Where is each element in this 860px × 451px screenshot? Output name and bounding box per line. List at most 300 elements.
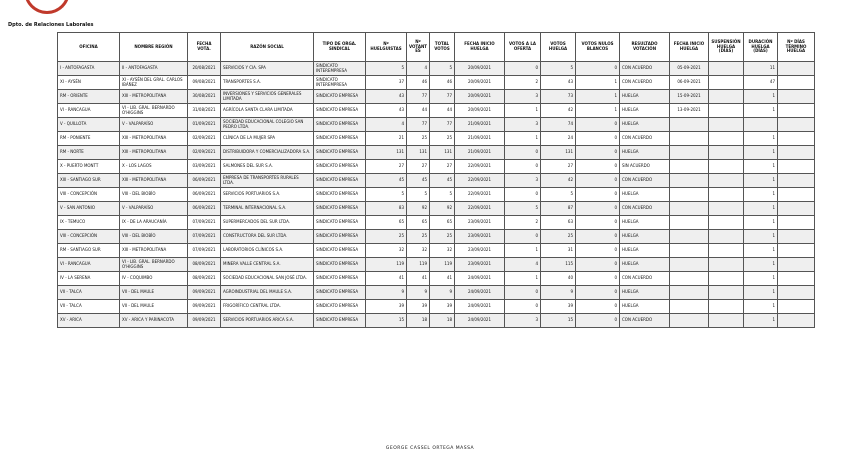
table-cell: XV - ARICA xyxy=(58,314,120,328)
table-cell: 21 xyxy=(366,132,407,146)
table-cell xyxy=(778,160,815,174)
table-cell: 0 xyxy=(576,202,620,216)
department-title: Dpto. de Relaciones Laborales xyxy=(8,22,94,28)
table-cell: SINDICATO EMPRESA xyxy=(314,230,366,244)
table-cell: 65 xyxy=(366,216,407,230)
table-row xyxy=(58,272,815,286)
table-cell: 44 xyxy=(430,104,455,118)
table-cell: SINDICATO EMPRESA xyxy=(314,258,366,272)
table-cell: I - ANTOFAGASTA xyxy=(58,62,120,76)
table-cell: 03/09/2021 xyxy=(188,160,221,174)
table-cell: 0 xyxy=(576,272,620,286)
table-cell: 65 xyxy=(407,216,430,230)
table-cell: VIII - DEL BIOBÍO xyxy=(120,188,188,202)
table-cell: 2 xyxy=(505,216,541,230)
table-row xyxy=(58,90,815,104)
table-cell: 131 xyxy=(407,146,430,160)
table-cell: 39 xyxy=(407,300,430,314)
table-cell: CON ACUERDO xyxy=(620,76,670,90)
table-cell: 0 xyxy=(576,230,620,244)
table-cell: SINDICATO EMPRESA xyxy=(314,90,366,104)
table-cell: CON ACUERDO xyxy=(620,132,670,146)
table-cell xyxy=(778,202,815,216)
table-cell: 2 xyxy=(505,76,541,90)
table-cell: 1 xyxy=(505,272,541,286)
table-cell: 5 xyxy=(407,188,430,202)
table-cell xyxy=(709,314,744,328)
table-cell: 9 xyxy=(407,286,430,300)
table-cell: SINDICATO EMPRESA xyxy=(314,314,366,328)
table-cell: 45 xyxy=(407,174,430,188)
table-cell: SINDICATO EMPRESA xyxy=(314,272,366,286)
table-cell: 37 xyxy=(366,76,407,90)
table-row xyxy=(58,258,815,272)
table-cell: CON ACUERDO xyxy=(620,272,670,286)
table-cell: V - VALPARAÍSO xyxy=(120,202,188,216)
table-cell: 0 xyxy=(576,244,620,258)
table-cell: SINDICATO EMPRESA xyxy=(314,104,366,118)
table-cell: 4 xyxy=(366,118,407,132)
table-cell xyxy=(778,216,815,230)
table-cell: SINDICATO EMPRESA xyxy=(314,118,366,132)
table-cell: 15-09-2021 xyxy=(670,90,709,104)
table-cell xyxy=(709,132,744,146)
column-header: OFICINA xyxy=(58,33,120,62)
table-cell xyxy=(778,132,815,146)
table-cell: 06/09/2021 xyxy=(188,202,221,216)
table-cell: 13-09-2021 xyxy=(670,104,709,118)
table-cell: 21/09/2021 xyxy=(455,132,505,146)
table-cell: 0 xyxy=(505,160,541,174)
table-cell xyxy=(778,230,815,244)
table-cell: SINDICATO EMPRESA xyxy=(314,132,366,146)
table-cell: 20/09/2021 xyxy=(455,104,505,118)
table-cell: AGROINDUSTRIAL DEL MAULE S.A. xyxy=(221,286,314,300)
table-cell: 77 xyxy=(407,90,430,104)
table-cell: XIII - METROPOLITANA xyxy=(120,244,188,258)
table-cell xyxy=(670,244,709,258)
table-cell: 24/09/2021 xyxy=(455,314,505,328)
table-cell: SINDICATO INTEREMPRESA xyxy=(314,62,366,76)
table-row xyxy=(58,62,815,76)
table-cell xyxy=(778,104,815,118)
table-cell: 3 xyxy=(505,118,541,132)
table-cell: 92 xyxy=(407,202,430,216)
table-cell: 119 xyxy=(366,258,407,272)
table-cell: 65 xyxy=(430,216,455,230)
table-cell: 24/09/2021 xyxy=(455,286,505,300)
table-cell: HUELGA xyxy=(620,104,670,118)
table-cell: VIII - CONCEPCIÓN xyxy=(58,188,120,202)
table-cell: 5 xyxy=(541,62,576,76)
table-cell: V - VALPARAÍSO xyxy=(120,118,188,132)
table-cell: 5 xyxy=(541,188,576,202)
table-row xyxy=(58,132,815,146)
table-cell: 06/09/2021 xyxy=(188,188,221,202)
table-cell: 1 xyxy=(744,174,778,188)
table-cell: 1 xyxy=(744,104,778,118)
table-cell: 09/08/2021 xyxy=(188,76,221,90)
table-cell xyxy=(670,188,709,202)
table-cell xyxy=(709,62,744,76)
table-cell: 23/09/2021 xyxy=(455,258,505,272)
table-cell: XIII - METROPOLITANA xyxy=(120,146,188,160)
table-cell: 4 xyxy=(407,62,430,76)
table-cell: 0 xyxy=(576,174,620,188)
table-cell: 77 xyxy=(430,90,455,104)
table-row xyxy=(58,160,815,174)
table-cell: 5 xyxy=(430,188,455,202)
table-cell xyxy=(709,174,744,188)
table-cell: 30/08/2021 xyxy=(188,90,221,104)
table-cell: RM - ORIENTE xyxy=(58,90,120,104)
column-header: SUSPENSIÓN HUELGA (DÍAS) xyxy=(709,33,744,62)
table-cell xyxy=(670,174,709,188)
table-cell: 3 xyxy=(505,314,541,328)
table-cell xyxy=(744,118,778,132)
table-cell: 22/09/2021 xyxy=(455,174,505,188)
table-cell: 5 xyxy=(366,188,407,202)
table-cell: SINDICATO EMPRESA xyxy=(314,286,366,300)
table-cell: V - SAN ANTONIO xyxy=(58,202,120,216)
table-cell: SINDICATO EMPRESA xyxy=(314,146,366,160)
table-cell: 1 xyxy=(744,300,778,314)
table-row xyxy=(58,230,815,244)
table-cell: 73 xyxy=(541,90,576,104)
table-cell: 23/09/2021 xyxy=(455,216,505,230)
table-cell: 27 xyxy=(366,160,407,174)
table-cell: 20/09/2021 xyxy=(455,76,505,90)
table-cell: 09/09/2021 xyxy=(188,314,221,328)
table-cell xyxy=(670,272,709,286)
table-cell xyxy=(670,314,709,328)
table-cell: 45 xyxy=(430,174,455,188)
table-cell: II - ANTOFAGASTA xyxy=(120,62,188,76)
column-header: FECHA VOTA. xyxy=(188,33,221,62)
table-cell: 42 xyxy=(541,174,576,188)
table-cell: 0 xyxy=(576,118,620,132)
table-cell: IX - TEMUCO xyxy=(58,216,120,230)
table-cell: XI - AYSÉN xyxy=(58,76,120,90)
table-cell xyxy=(709,118,744,132)
table-cell: 08/09/2021 xyxy=(188,272,221,286)
table-cell: 25 xyxy=(430,230,455,244)
table-cell: RM - NORTE xyxy=(58,146,120,160)
table-cell: IX - DE LA ARAUCANÍA xyxy=(120,216,188,230)
table-cell: 20/08/2021 xyxy=(188,62,221,76)
table-cell: 0 xyxy=(505,230,541,244)
table-cell: 1 xyxy=(576,76,620,90)
table-cell: 0 xyxy=(505,286,541,300)
table-row xyxy=(58,188,815,202)
table-cell: 83 xyxy=(366,202,407,216)
table-cell: 43 xyxy=(541,76,576,90)
table-row xyxy=(58,146,815,160)
table-cell xyxy=(778,258,815,272)
table-cell: CON ACUERDO xyxy=(620,62,670,76)
table-cell: CON ACUERDO xyxy=(620,174,670,188)
table-cell: VII - TALCA xyxy=(58,300,120,314)
table-cell xyxy=(709,216,744,230)
table-cell: 1 xyxy=(744,202,778,216)
table-cell: 25 xyxy=(407,230,430,244)
table-cell xyxy=(709,244,744,258)
table-cell: 02/09/2021 xyxy=(188,146,221,160)
table-cell: 41 xyxy=(430,272,455,286)
column-header: DURACIÓN HUELGA (DÍAS) xyxy=(744,33,778,62)
table-row xyxy=(58,76,815,90)
table-cell: AGRÍCOLA SANTA CLARA LIMITADA xyxy=(221,104,314,118)
table-cell: 74 xyxy=(541,118,576,132)
table-cell xyxy=(778,62,815,76)
column-header: VOTOS HUELGA xyxy=(541,33,576,62)
column-header: Nº HUELGUISTAS xyxy=(366,33,407,62)
table-cell xyxy=(670,132,709,146)
table-cell: 46 xyxy=(430,76,455,90)
table-row xyxy=(58,244,815,258)
table-cell: 0 xyxy=(576,314,620,328)
table-cell: 63 xyxy=(541,216,576,230)
table-cell: 23/09/2021 xyxy=(455,244,505,258)
table-cell: HUELGA xyxy=(620,118,670,132)
institution-logo xyxy=(22,0,72,16)
table-cell xyxy=(670,146,709,160)
table-cell: SERVICIOS PORTUARIOS S.A. xyxy=(221,188,314,202)
table-cell: 1 xyxy=(744,244,778,258)
column-header: TIPO DE ORGA. SINDICAL xyxy=(314,33,366,62)
table-cell: 20/09/2021 xyxy=(455,90,505,104)
table-cell: 87 xyxy=(541,202,576,216)
table-cell: HUELGA xyxy=(620,90,670,104)
footer-signature: GEORGE CASSEL ORTEGA MASSA xyxy=(385,446,475,451)
table-cell xyxy=(670,258,709,272)
table-cell: XIII - METROPOLITANA xyxy=(120,132,188,146)
column-header: RESULTADO VOTACIÓN xyxy=(620,33,670,62)
table-cell xyxy=(778,314,815,328)
table-cell: 119 xyxy=(430,258,455,272)
table-row xyxy=(58,174,815,188)
table-cell: 18 xyxy=(407,314,430,328)
table-cell: 07/09/2021 xyxy=(188,244,221,258)
table-cell: 42 xyxy=(541,104,576,118)
table-cell xyxy=(670,202,709,216)
table-cell: DISTRIBUIDORA Y COMERCIALIZADORA S.A. xyxy=(221,146,314,160)
column-header: VOTOS NULOS BLANCOS xyxy=(576,33,620,62)
table-cell: SINDICATO EMPRESA xyxy=(314,300,366,314)
table-cell: SERVICIOS Y CIA. SPA xyxy=(221,62,314,76)
table-cell: 1 xyxy=(744,160,778,174)
table-cell: EMPRESA DE TRANSPORTES RURALES LTDA. xyxy=(221,174,314,188)
table-cell: 1 xyxy=(505,132,541,146)
table-cell: 3 xyxy=(505,90,541,104)
table-cell: 1 xyxy=(744,314,778,328)
table-cell: 24 xyxy=(541,132,576,146)
table-cell: 27 xyxy=(407,160,430,174)
table-cell: VIII - CONCEPCIÓN xyxy=(58,230,120,244)
table-cell xyxy=(709,104,744,118)
table-cell: 06/09/2021 xyxy=(188,174,221,188)
table-cell: HUELGA xyxy=(620,286,670,300)
table-cell: 40 xyxy=(541,272,576,286)
table-cell: 05-09-2021 xyxy=(670,62,709,76)
table-cell xyxy=(670,216,709,230)
table-cell: 1 xyxy=(505,244,541,258)
table-cell: 18 xyxy=(430,314,455,328)
table-cell: SOCIEDAD EDUCACIONAL COLEGIO SAN PEDRO LTDA. xyxy=(221,118,314,132)
table-cell: 1 xyxy=(744,146,778,160)
column-header: TOTAL VOTOS xyxy=(430,33,455,62)
table-cell: 39 xyxy=(430,300,455,314)
table-cell: VI - LIB. GRAL. BERNARDO O'HIGGINS xyxy=(120,104,188,118)
table-cell: 41 xyxy=(407,272,430,286)
table-cell: SINDICATO EMPRESA xyxy=(314,216,366,230)
table-cell: 131 xyxy=(541,146,576,160)
table-cell: VI - RANCAGUA xyxy=(58,258,120,272)
table-cell: CONSTRUCTORA DEL SUR LTDA. xyxy=(221,230,314,244)
table-cell: V - QUILLOTA xyxy=(58,118,120,132)
table-cell: 25 xyxy=(430,132,455,146)
table-cell: 1 xyxy=(744,230,778,244)
table-cell xyxy=(670,230,709,244)
table-cell: XIII - METROPOLITANA xyxy=(120,174,188,188)
table-cell xyxy=(670,300,709,314)
table-cell: 5 xyxy=(505,202,541,216)
table-cell xyxy=(778,118,815,132)
table-cell: 1 xyxy=(505,104,541,118)
table-cell: HUELGA xyxy=(620,230,670,244)
table-cell: X - LOS LAGOS xyxy=(120,160,188,174)
table-cell: MINERA VALLE CENTRAL S.A. xyxy=(221,258,314,272)
table-cell: 44 xyxy=(407,104,430,118)
table-cell: 06-09-2021 xyxy=(670,76,709,90)
table-row xyxy=(58,118,815,132)
table-cell: 46 xyxy=(407,76,430,90)
table-cell: 25 xyxy=(541,230,576,244)
table-cell: 1 xyxy=(744,90,778,104)
table-cell: 131 xyxy=(430,146,455,160)
table-cell: 0 xyxy=(576,286,620,300)
table-cell xyxy=(709,286,744,300)
table-cell: 9 xyxy=(541,286,576,300)
table-cell: 1 xyxy=(576,90,620,104)
table-row xyxy=(58,314,815,328)
table-cell: HUELGA xyxy=(620,188,670,202)
table-cell: 31 xyxy=(541,244,576,258)
table-cell xyxy=(778,174,815,188)
table-cell: TERMINAL INTERNACIONAL S.A. xyxy=(221,202,314,216)
table-cell: SINDICATO EMPRESA xyxy=(314,202,366,216)
table-cell xyxy=(709,146,744,160)
table-cell: VII - TALCA xyxy=(58,286,120,300)
table-cell: 15 xyxy=(541,314,576,328)
table-cell: 02/09/2021 xyxy=(188,132,221,146)
table-cell xyxy=(670,286,709,300)
table-cell: 0 xyxy=(576,258,620,272)
table-cell: 20/09/2021 xyxy=(455,62,505,76)
table-cell: 25 xyxy=(407,132,430,146)
table-cell: 23/09/2021 xyxy=(455,230,505,244)
table-cell: 27 xyxy=(430,160,455,174)
table-cell: SINDICATO EMPRESA xyxy=(314,244,366,258)
table-cell: 22/09/2021 xyxy=(455,202,505,216)
table-cell: 32 xyxy=(366,244,407,258)
table-cell: 0 xyxy=(505,188,541,202)
table-cell: 22/09/2021 xyxy=(455,160,505,174)
table-cell xyxy=(709,272,744,286)
table-cell: XV - ARICA Y PARINACOTA xyxy=(120,314,188,328)
table-row xyxy=(58,202,815,216)
table-cell: HUELGA xyxy=(620,244,670,258)
table-cell: VI - RANCAGUA xyxy=(58,104,120,118)
table-cell: 9 xyxy=(366,286,407,300)
table-cell: VIII - DEL BIOBÍO xyxy=(120,230,188,244)
table-cell: 24/09/2021 xyxy=(455,272,505,286)
table-cell xyxy=(778,146,815,160)
table-cell: 07/09/2021 xyxy=(188,230,221,244)
table-cell: 43 xyxy=(366,104,407,118)
table-cell xyxy=(709,76,744,90)
table-cell xyxy=(709,230,744,244)
table-cell: 0 xyxy=(505,146,541,160)
table-cell: HUELGA xyxy=(620,216,670,230)
table-cell: VII - DEL MAULE xyxy=(120,286,188,300)
table-cell: 25 xyxy=(366,230,407,244)
column-header: Nº VOTANTES xyxy=(407,33,430,62)
table-cell: 27 xyxy=(541,160,576,174)
table-cell: SINDICATO EMPRESA xyxy=(314,188,366,202)
table-cell: 24/09/2021 xyxy=(455,300,505,314)
table-cell: 08/09/2021 xyxy=(188,258,221,272)
table-cell: 09/09/2021 xyxy=(188,286,221,300)
table-cell: 77 xyxy=(430,118,455,132)
table-cell: VI - LIB. GRAL. BERNARDO O'HIGGINS xyxy=(120,258,188,272)
table-cell xyxy=(778,90,815,104)
table-cell xyxy=(778,272,815,286)
table-cell: TRANSPORTES S.A. xyxy=(221,76,314,90)
table-row xyxy=(58,286,815,300)
table-cell xyxy=(670,160,709,174)
table-cell: 1 xyxy=(744,286,778,300)
table-cell: 39 xyxy=(541,300,576,314)
table-cell: X - PUERTO MONTT xyxy=(58,160,120,174)
table-cell: 32 xyxy=(407,244,430,258)
table-cell: 0 xyxy=(576,188,620,202)
table-cell: 77 xyxy=(407,118,430,132)
table-cell xyxy=(709,160,744,174)
table-cell xyxy=(709,202,744,216)
table-cell: XI - AYSÉN DEL GRAL. CARLOS IBÁÑEZ xyxy=(120,76,188,90)
table-cell: VII - DEL MAULE xyxy=(120,300,188,314)
table-cell: 31/08/2021 xyxy=(188,104,221,118)
table-cell: SINDICATO EMPRESA xyxy=(314,174,366,188)
table-cell: XIII - SANTIAGO SUR xyxy=(58,174,120,188)
table-cell xyxy=(709,188,744,202)
table-cell xyxy=(709,258,744,272)
table-cell: 1 xyxy=(576,104,620,118)
table-cell: 15 xyxy=(366,314,407,328)
table-cell xyxy=(670,118,709,132)
table-cell: 0 xyxy=(576,300,620,314)
table-cell: 1 xyxy=(744,132,778,146)
table-cell: SOCIEDAD EDUCACIONAL SAN JOSÉ LTDA. xyxy=(221,272,314,286)
table-cell: HUELGA xyxy=(620,258,670,272)
table-cell: 0 xyxy=(576,146,620,160)
table-cell xyxy=(778,286,815,300)
table-cell: FRIGORÍFICO CENTRAL LTDA. xyxy=(221,300,314,314)
table-cell: SUPERMERCADOS DEL SUR LTDA. xyxy=(221,216,314,230)
column-header: FECHA INICIO HUELGA xyxy=(455,33,505,62)
table-cell xyxy=(778,76,815,90)
